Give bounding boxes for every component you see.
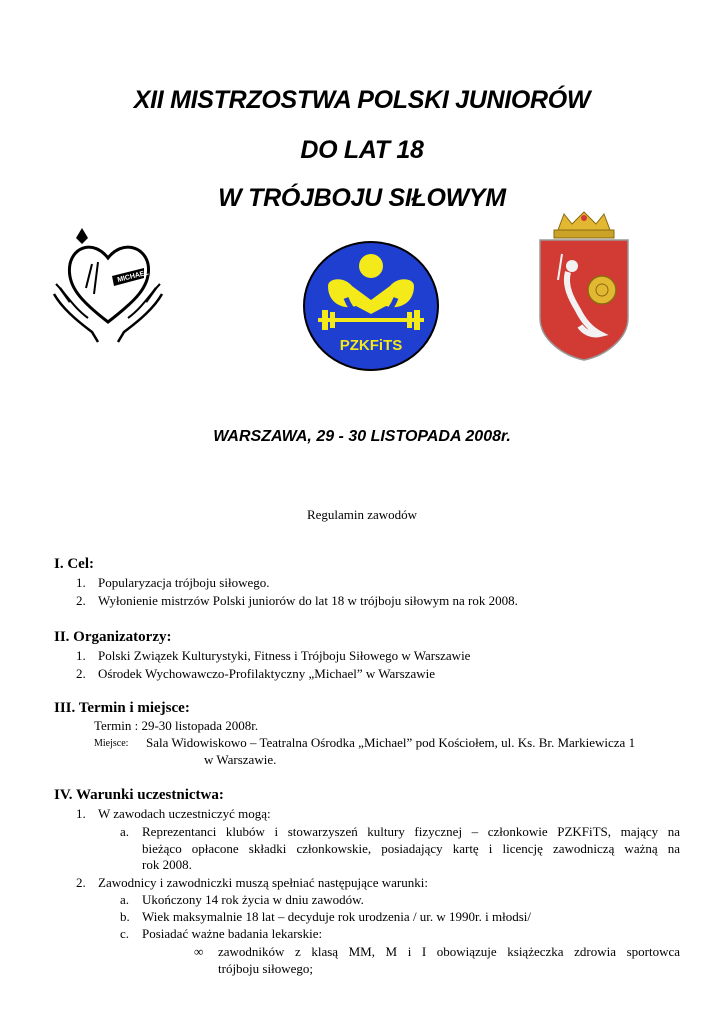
bullet-item-line: zawodników z klasą MM, M i I obowiązuje książeczka zdrowia sportowca	[218, 944, 680, 959]
list-item: W zawodach uczestniczyć mogą:	[98, 806, 271, 821]
venue-line-2: w Warszawie.	[204, 752, 277, 767]
list-item: Popularyzacja trójboju siłowego.	[98, 575, 270, 590]
sublist-item: Posiadać ważne badania lekarskie:	[142, 926, 323, 941]
title-line-1: XII MISTRZOSTWA POLSKI JUNIORÓW	[133, 86, 591, 114]
list-number: 1.	[76, 806, 86, 821]
title-line-2: DO LAT 18	[300, 136, 424, 164]
list-item: Ośrodek Wychowawczo-Profilaktyczny „Michael” w Warszawie	[98, 666, 436, 681]
section-heading-cel: I. Cel:	[54, 556, 94, 572]
sublist-item: Ukończony 14 rok życia w dniu zawodów.	[142, 892, 364, 907]
sublist-item-line: bieżąco opłacone składki członkowskie, posiadający kartę i licencję zawodniczą ważną na	[142, 841, 680, 856]
list-number: 2.	[76, 875, 86, 890]
section-heading-termin: III. Termin i miejsce:	[54, 700, 190, 716]
venue-label: Miejsce:	[94, 738, 129, 749]
pzkfits-logo-text: PZKFiTS	[339, 337, 403, 354]
title-line-3: W TRÓJBOJU SIŁOWYM	[218, 184, 506, 212]
list-item: Zawodnicy i zawodniczki muszą spełniać następujące warunki:	[98, 875, 428, 890]
warsaw-coat-of-arms	[534, 210, 634, 362]
sublist-item-line: Reprezentanci klubów i stowarzyszeń kultury fizycznej – członkowie PZKFiTS, mający na	[142, 824, 680, 839]
sublist-item: Wiek maksymalnie 18 lat – decyduje rok urodzenia / ur. w 1990r. i młodsi/	[142, 909, 532, 924]
bullet-icon: ∞	[194, 944, 204, 959]
list-item: Polski Związek Kulturystyki, Fitness i Trójboju Siłowego w Warszawie	[98, 648, 471, 663]
list-item: Wyłonienie mistrzów Polski juniorów do lat 18 w trójboju siłowym na rok 2008.	[98, 593, 518, 608]
event-dateline: WARSZAWA, 29 - 30 LISTOPADA 2008r.	[213, 428, 511, 445]
section-heading-organizatorzy: II. Organizatorzy:	[54, 629, 172, 645]
sublist-label: a.	[120, 824, 130, 839]
michael-logo	[52, 224, 164, 346]
list-number: 1.	[76, 648, 86, 663]
bullet-item-line: trójboju siłowego;	[218, 961, 313, 976]
list-number: 2.	[76, 666, 86, 681]
sublist-label: b.	[120, 909, 130, 924]
sublist-item-line: rok 2008.	[142, 857, 192, 872]
venue-line-1: Sala Widowiskowo – Teatralna Ośrodka „Michael” pod Kościołem, ul. Ks. Br. Markiewicza 1	[146, 735, 636, 750]
section-heading-warunki: IV. Warunki uczestnictwa:	[54, 787, 224, 803]
michael-logo-text: MICHAEL	[116, 269, 150, 284]
event-date: Termin : 29-30 listopada 2008r.	[94, 718, 259, 733]
document-subtitle: Regulamin zawodów	[306, 507, 418, 522]
pzkfits-logo	[302, 240, 440, 372]
sublist-label: a.	[120, 892, 130, 907]
list-number: 2.	[76, 593, 86, 608]
list-number: 1.	[76, 575, 86, 590]
sublist-label: c.	[120, 926, 130, 941]
